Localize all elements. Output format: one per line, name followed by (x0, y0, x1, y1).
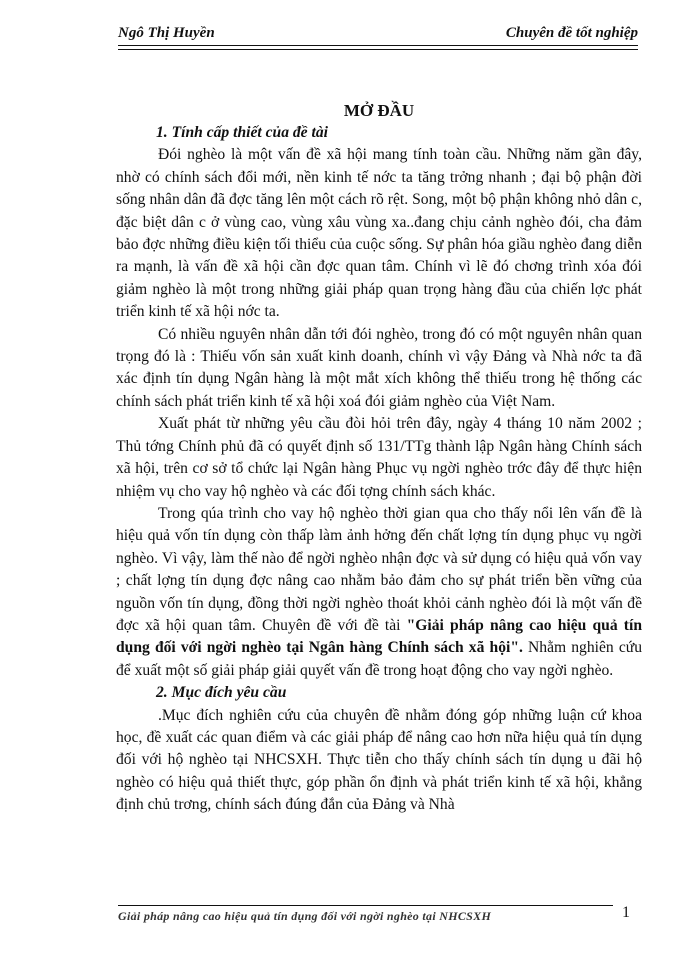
footer-rule (118, 905, 613, 906)
header-doc-type: Chuyên đề tốt nghiệp (505, 25, 638, 41)
header-rule (118, 45, 638, 46)
thesis-topic-title: "Giải pháp nâng cao hiệu quả tín dụng đối với ngời nghèo tại Ngân hàng Chính sách xã hội". (116, 616, 642, 657)
header-rule-secondary (118, 49, 638, 50)
paragraph: Có nhiều nguyên nhân dẫn tới đói nghèo, trong đó có một nguyên nhân quan trọng đó là : Thiếu vốn sản xuất kinh doanh, chính vì vậy Đảng và Nhà nớc ta đã xác định tín dụng Ngân hàng là một mắt xích không thể thiếu trong hệ thống các chính sách phát triển kinh tế xã hội xoá đói giảm nghèo của Việt Nam. (116, 325, 642, 410)
paragraph: .Mục đích nghiên cứu của chuyên đề nhằm đóng góp những luận cứ khoa học, đề xuất các quan điểm và các giải pháp để nâng cao hơn nữa hiệu quả tín dụng đối với hộ nghèo tại NHCSXH. Thực tiễn cho thấy chính sách tín dụng u đãi hộ nghèo có hiệu quả thiết thực, góp phần ổn định và phát triển kinh tế xã hội, khẳng định chủ trơng, chính sách đúng đắn của Đảng và Nhà (116, 706, 642, 814)
section-heading-urgency: 1. Tính cấp thiết của đề tài (156, 124, 328, 141)
paragraph: Đói nghèo là một vấn đề xã hội mang tính toàn cầu. Những năm gần đây, nhờ có chính sách đổi mới, nền kinh tế nớc ta tăng trởng nhanh ; đại bộ phận đời sống nhân dân đã đợc tăng lên một cách rõ rệt. Song, một bộ phận không nhỏ dân c, đặc biệt dân c ở vùng cao, vùng xâu vùng xa..đang chịu cảnh nghèo đói, cha đảm bảo đợc những điều kiện tối thiểu của cuộc sống. Sự phân hóa giầu nghèo đang diễn ra mạnh, là vấn đề xã hội cần đợc quan tâm. Chính vì lẽ đó chơng trình xóa đói giảm nghèo là một trong những giải pháp quan trọng hàng đầu của chiến lợc phát triển kinh tế xã hội nớc ta. (116, 146, 642, 321)
paragraph: Xuất phát từ những yêu cầu đòi hỏi trên đây, ngày 4 tháng 10 năm 2002 ; Thủ tớng Chính phủ đã có quyết định số 131/TTg thành lập Ngân hàng Chính sách xã hội, trên cơ sở tổ chức lại Ngân hàng Phục vụ ngời nghèo trớc đây để thực hiện nhiệm vụ cho vay hộ nghèo và các đối tợng chính sách khác. (116, 415, 642, 500)
paragraph-text: Nhằm nghiên cứu để xuất một số giải pháp giải quyết vấn đề trong hoạt động cho vay ngời nghèo. (116, 639, 642, 679)
paragraph-text: Trong qúa trình cho vay hộ nghèo thời gian qua cho thấy nổi lên vấn đề là hiệu quả vốn tín dụng còn thấp làm ảnh hởng đến chất lợng tín dụng phục vụ ngời nghèo. Vì vậy, làm thế nào để ngời nghèo nhận đợc và sử dụng có hiệu quả vốn vay ; chất lợng tín dụng đợc nâng cao nhằm bảo đảm cho sự phát triển bền vững của nguồn vốn tín dụng, đồng thời ngời nghèo thoát khỏi cảnh nghèo đói là một vấn đề đợc xã hội quan tâm. Chuyên đề với đề tài (116, 504, 642, 634)
section-heading-purpose: 2. Mục đích yêu cầu (156, 684, 287, 702)
page-title: MỞ ĐẦU (343, 101, 415, 120)
page-header (118, 22, 638, 46)
paragraph (116, 503, 642, 682)
page-number: 1 (622, 904, 630, 921)
document-body (116, 100, 642, 817)
footer-text: Giải pháp nâng cao hiệu quả tín dụng đối với ngời nghèo tại NHCSXH (118, 909, 492, 923)
header-author: Ngô Thị Huyền (118, 25, 215, 41)
